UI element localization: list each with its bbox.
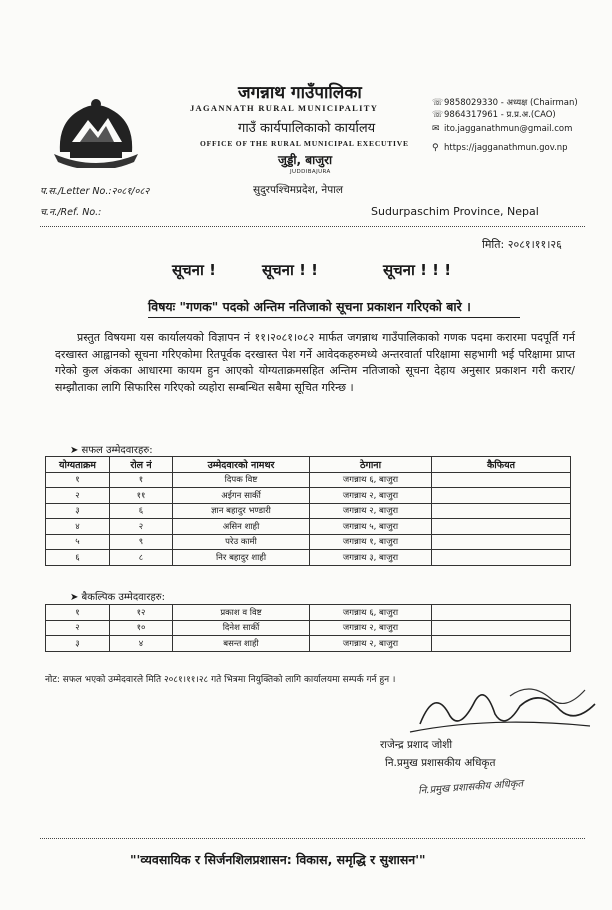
table-header-row bbox=[46, 457, 571, 473]
contact-cao: ☏9864317961 - प्र.प्र.अ.(CAO) bbox=[432, 110, 556, 120]
note-text: नोट: सफल भएको उम्मेदवारले मिति २०८१।११।२८ गते भित्रमा नियुक्तिको लागि कार्यालयमा सम्पर्क गर्न हुन । bbox=[45, 675, 396, 685]
table-row: ५ ९ परेउ कामी जगन्नाथ १, बाजुरा bbox=[46, 534, 571, 550]
notice-heading-3: सूचना ! ! ! bbox=[383, 261, 452, 279]
email-icon: ✉ bbox=[432, 124, 440, 134]
signatory-name: राजेन्द्र प्रशाद जोशी bbox=[380, 739, 453, 751]
table-row: ३ ६ ज्ञान बहादुर भण्डारी जगन्नाथ २, बाजुरा bbox=[46, 503, 571, 519]
successful-candidates-heading: ➤ सफल उम्मेदवारहरु: bbox=[70, 445, 153, 456]
contact-chairman: ☏9858029330 - अध्यक्ष (Chairman) bbox=[432, 98, 578, 108]
web-icon: ⚲ bbox=[432, 143, 439, 153]
office-name-english: OFFICE OF THE RURAL MUNICIPAL EXECUTIVE bbox=[200, 139, 409, 148]
footer-divider bbox=[40, 838, 585, 839]
alternate-candidates-table bbox=[45, 604, 571, 652]
subject-underline bbox=[148, 317, 520, 318]
table-row: ३ ४ बसन्त शाही जगन्नाथ २, बाजुरा bbox=[46, 636, 571, 652]
notice-heading-1: सूचना ! bbox=[172, 261, 216, 279]
table-row: ४ २ असिन शाही जगन्नाथ ५, बाजुरा bbox=[46, 519, 571, 535]
municipality-logo bbox=[50, 92, 142, 168]
province-english: Sudurpaschim Province, Nepal bbox=[371, 205, 539, 218]
municipality-name-english: JAGANNATH RURAL MUNICIPALITY bbox=[190, 103, 379, 113]
office-name-nepali: गाउँ कार्यपालिकाको कार्यालय bbox=[238, 121, 376, 136]
place-nepali: जुड्डी, बाजुरा bbox=[278, 153, 333, 167]
municipality-name-nepali: जगन्नाथ गाउँपालिका bbox=[238, 83, 362, 103]
column-header: ठेगाना bbox=[310, 457, 432, 473]
place-english: JUDDIBAJURA bbox=[290, 169, 331, 175]
table-row: २ ११ अईगन सार्की जगन्नाथ २, बाजुरा bbox=[46, 488, 571, 504]
issue-date: मिति: २०८१।११।२६ bbox=[482, 238, 562, 251]
notice-heading-2: सूचना ! ! bbox=[262, 261, 319, 279]
column-header: कैफियत bbox=[432, 457, 571, 473]
alternate-candidates-heading: ➤ बैकल्पिक उम्मेदवारहरु: bbox=[70, 592, 166, 603]
official-stamp: नि.प्रमुख प्रशासकीय अधिकृत bbox=[417, 778, 524, 797]
reference-number: च.न./Ref. No.: bbox=[40, 207, 102, 218]
contact-email[interactable]: ✉ ito.jagganathmun@gmail.com bbox=[432, 124, 573, 134]
office-motto: "'व्यवसायिक र सिर्जनशिलप्रशासन: विकास, समृद्धि र सुशासन'" bbox=[130, 852, 426, 867]
table-row: १ १२ प्रकाश व विष्ट जगन्नाथ ६, बाजुरा bbox=[46, 605, 571, 621]
column-header: रोल नं bbox=[110, 457, 173, 473]
letter-number: प.स./Letter No.:२०८१/०८२ bbox=[40, 186, 150, 197]
notice-body: प्रस्तुत विषयमा यस कार्यालयको विज्ञापन नं ११।२०८१।०८२ मार्फत जगन्नाथ गाउँपालिकाको गणक पदमा करारमा पदपूर्ति गर्न दरखास्त आह्वानको सूचना गरिएकोमा रितपूर्वक दरखास्त पेश गर्ने आवेदकहरुमध्ये अन्तरवार्ता परिक्षामा सहभागी भई परिक्षामा प्राप्त गरेको कुल अंकका आधारमा कायम हुन आएको योग्यताक्रमसहित अन्तिम नतिजाको सूचना देहाय अनुसार प्रकाशन गरी करार/सम्झौताका लागि सिफारिस गरिएको व्यहोरा सम्बन्धित सबैमा सूचित गरिन्छ । bbox=[55, 331, 575, 394]
column-header: उम्मेदवारको नामथर bbox=[173, 457, 310, 473]
table-row: ६ ८ निर बहादुर शाही जगन्नाथ ३, बाजुरा bbox=[46, 550, 571, 566]
phone-icon: ☏ bbox=[432, 110, 444, 120]
contact-website[interactable]: ⚲ https://jagganathmun.gov.np bbox=[432, 143, 568, 153]
header-divider bbox=[40, 226, 585, 227]
handwritten-signature bbox=[400, 676, 600, 746]
successful-candidates-table bbox=[45, 456, 571, 566]
phone-icon: ☏ bbox=[432, 98, 444, 108]
province-nepali: सुदुरपश्चिमप्रदेश, नेपाल bbox=[253, 184, 344, 196]
column-header: योग्यताक्रम bbox=[46, 457, 110, 473]
table-row: १ १ दिपक विष्ट जगन्नाथ ६, बाजुरा bbox=[46, 472, 571, 488]
table-row: २ १० दिनेश सार्की जगन्नाथ २, बाजुरा bbox=[46, 620, 571, 636]
subject-line: विषयः "गणक" पदको अन्तिम नतिजाको सूचना प्रकाशन गरिएको बारे । bbox=[148, 299, 471, 314]
signatory-title: नि.प्रमुख प्रशासकीय अधिकृत bbox=[385, 757, 496, 769]
